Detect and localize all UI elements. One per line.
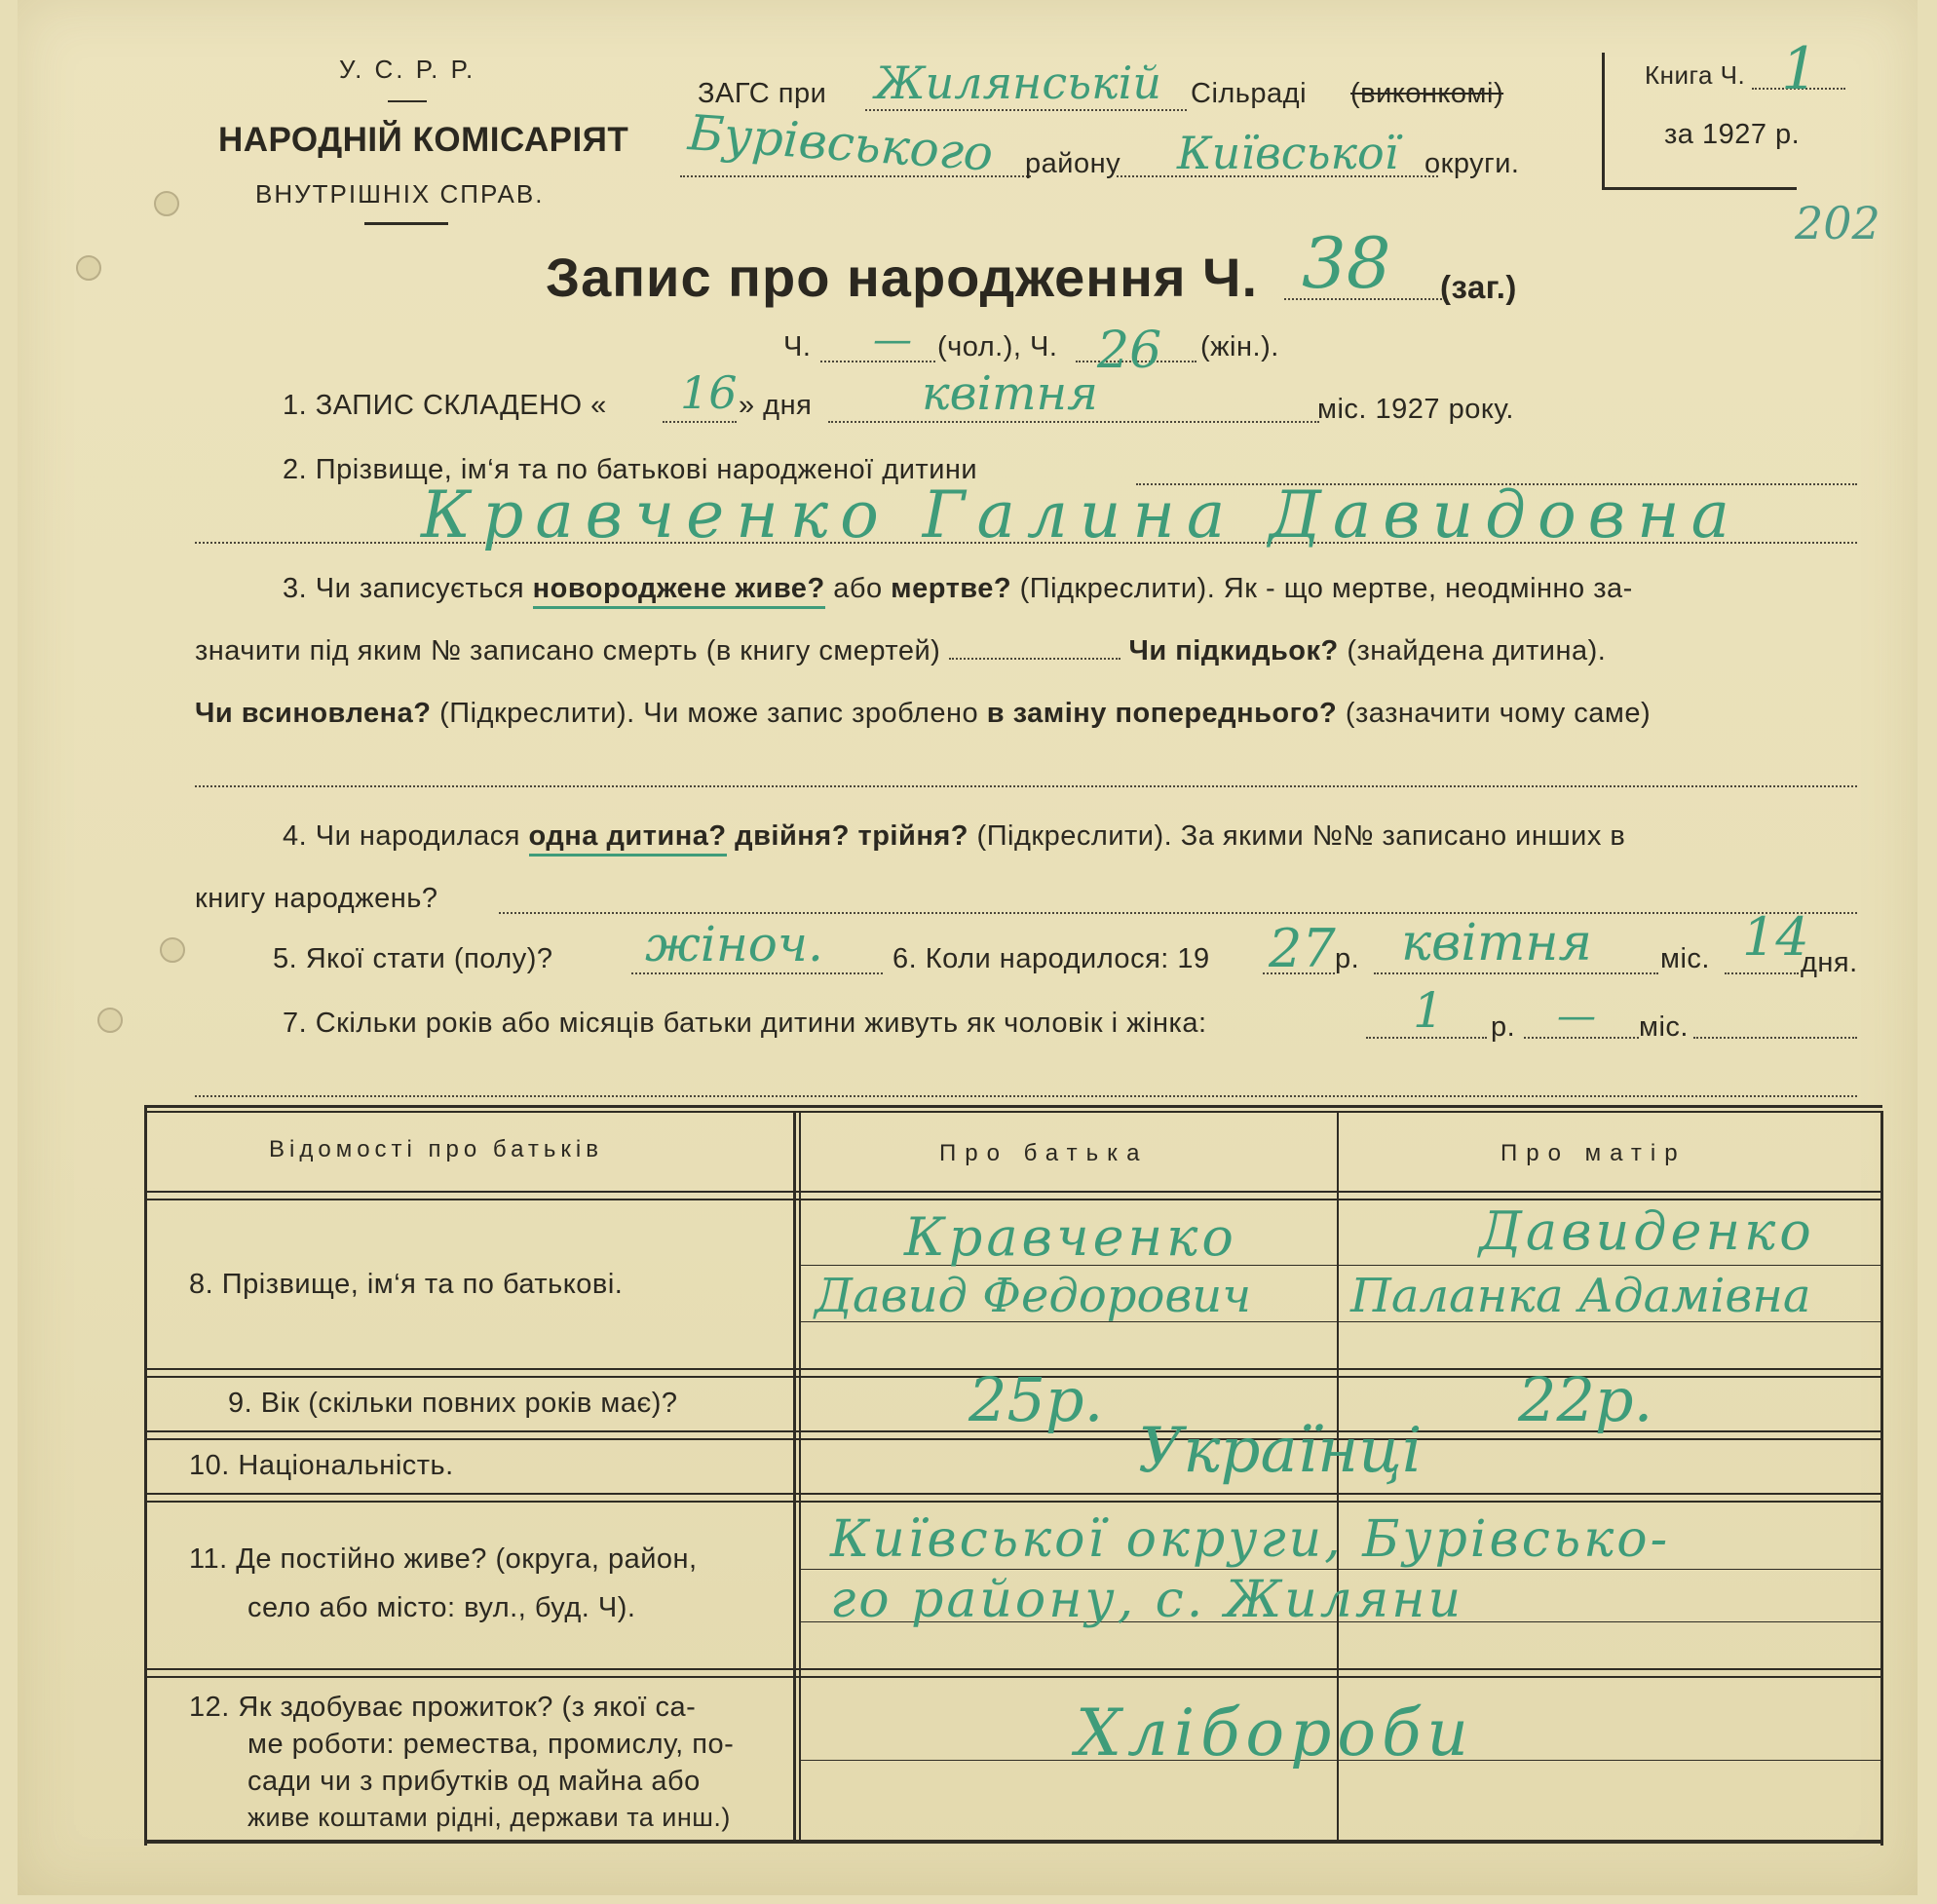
row11-label-1: 11. Де постійно живе? (округа, район, bbox=[189, 1543, 698, 1575]
record-number: 38 bbox=[1302, 222, 1391, 304]
punch-hole bbox=[160, 937, 185, 963]
q3-foundling-option: Чи підкидьок? bbox=[1128, 635, 1339, 666]
q1-day-line bbox=[663, 421, 737, 423]
book-box-left bbox=[1602, 53, 1605, 189]
q1-suffix: міс. 1927 року. bbox=[1317, 394, 1514, 425]
q1-mid: » дня bbox=[739, 390, 813, 421]
row-rule bbox=[144, 1676, 1882, 1678]
father-surname: Кравченко bbox=[904, 1206, 1237, 1268]
department-label: ВНУТРІШНІХ СПРАВ. bbox=[255, 179, 545, 209]
father-age: 25р. bbox=[968, 1364, 1104, 1435]
mother-age: 22р. bbox=[1518, 1364, 1653, 1435]
row-rule bbox=[144, 1438, 1882, 1440]
table-border-top bbox=[144, 1105, 1882, 1108]
district: Бурівського bbox=[686, 104, 996, 182]
q1-month-line bbox=[828, 421, 1319, 423]
q3-text: (Підкреслити). Чи може запис зроблено bbox=[439, 698, 979, 729]
punch-hole bbox=[76, 255, 101, 281]
residence-2: го району, с. Жиляни bbox=[830, 1571, 1464, 1629]
col-header-info: Відомості про батьків bbox=[269, 1136, 603, 1162]
q3-text: (Підкреслити). Як - що мертве, неодмінно за- bbox=[1019, 573, 1633, 604]
q3-line1 bbox=[283, 573, 1633, 605]
q1-day: 16 bbox=[680, 366, 738, 419]
q3-line3 bbox=[195, 698, 1651, 730]
q4-text: (Підкреслити). За якими №№ записано инших в bbox=[976, 820, 1626, 852]
q3-replacement-option: в заміну попереднього? bbox=[986, 698, 1338, 729]
table-border-top-2 bbox=[144, 1111, 1882, 1113]
zags-crossed: (виконкомі) bbox=[1350, 78, 1504, 109]
male-label: (чол.), Ч. bbox=[937, 331, 1058, 362]
book-number: 1 bbox=[1781, 35, 1819, 103]
q4-single-option: одна дитина? bbox=[529, 820, 727, 857]
book-year: за 1927 р. bbox=[1664, 119, 1801, 150]
q3-dead-option: мертве? bbox=[891, 573, 1012, 604]
record-suffix: (заг.) bbox=[1440, 269, 1517, 305]
q4-text: 4. Чи народилася bbox=[283, 820, 520, 852]
q7-years: 1 bbox=[1413, 982, 1444, 1039]
q3-text: (зазначити чому саме) bbox=[1345, 698, 1652, 729]
row11-subline bbox=[801, 1569, 1880, 1570]
record-title: Запис про народження Ч. bbox=[546, 247, 1259, 308]
table-header-rule bbox=[144, 1191, 1882, 1193]
q3-death-number-line bbox=[949, 658, 1120, 660]
q6-label: 6. Коли народилося: 19 bbox=[893, 943, 1210, 974]
q4-answer-line bbox=[499, 912, 1857, 914]
okrug-label: округи. bbox=[1424, 148, 1520, 179]
row8-label: 8. Прізвище, ім‘я та по батькові. bbox=[189, 1269, 624, 1300]
mother-name: Паланка Адамівна bbox=[1350, 1269, 1811, 1323]
q3-text: (знайдена дитина). bbox=[1347, 635, 1607, 666]
row12-label-1: 12. Як здобуває прожиток? (з якої са- bbox=[189, 1692, 697, 1723]
zags-village: Жилянській bbox=[875, 57, 1161, 109]
q3-adopted-option: Чи всиновлена? bbox=[195, 698, 432, 729]
q7-label: 7. Скільки років або місяців батьки дитини живуть як чоловік і жінка: bbox=[283, 1008, 1207, 1039]
q4-twins-option: двійня? bbox=[735, 820, 850, 852]
col-header-mother: Про матір bbox=[1500, 1140, 1687, 1166]
header-divider bbox=[364, 222, 448, 225]
q4-line2: книгу народжень? bbox=[195, 883, 438, 914]
q7-line-2 bbox=[195, 1095, 1857, 1097]
q3-text: 3. Чи записується bbox=[283, 573, 525, 604]
table-border-bottom bbox=[144, 1840, 1882, 1844]
q5-label: 5. Якої стати (полу)? bbox=[273, 943, 553, 974]
q4-line1 bbox=[283, 820, 1625, 853]
row12-label-4: живе коштами рідні, держави та инш.) bbox=[247, 1803, 731, 1832]
q6-year: 27 bbox=[1269, 918, 1336, 979]
q3-line2 bbox=[195, 635, 1606, 667]
q1-prefix: 1. ЗАПИС СКЛАДЕНО « bbox=[283, 390, 607, 421]
male-count: — bbox=[873, 318, 912, 362]
residence-1: Київської округи, Бурівсько- bbox=[830, 1510, 1671, 1569]
q6-mis-label: міс. bbox=[1660, 943, 1710, 974]
q3-line-4 bbox=[195, 785, 1857, 787]
q7-r-label: р. bbox=[1491, 1011, 1516, 1043]
q6-day-line bbox=[1725, 972, 1799, 974]
q6-r-label: р. bbox=[1335, 943, 1360, 974]
female-count: 26 bbox=[1097, 322, 1162, 380]
q6-month: квітня bbox=[1401, 914, 1592, 972]
q6-day: 14 bbox=[1742, 906, 1809, 968]
q6-day-label: дня. bbox=[1801, 947, 1858, 978]
table-col-divider bbox=[799, 1111, 801, 1842]
q7-months: — bbox=[1557, 994, 1596, 1039]
row10-label: 10. Національність. bbox=[189, 1450, 454, 1481]
q3-text: або bbox=[833, 573, 883, 604]
q7-mis-label: міс. bbox=[1639, 1011, 1689, 1043]
birth-record-sheet bbox=[18, 0, 1918, 1895]
father-name: Давид Федорович bbox=[815, 1269, 1252, 1323]
q2-label: 2. Прізвище, ім‘я та по батькові народженої дитини bbox=[283, 454, 978, 485]
table-border-left bbox=[144, 1105, 147, 1846]
q3-live-option: новороджене живе? bbox=[533, 573, 825, 609]
col-header-father: Про батька bbox=[939, 1140, 1149, 1166]
punch-hole bbox=[97, 1008, 123, 1033]
q5-sex: жіноч. bbox=[645, 916, 823, 972]
book-label: Книга Ч. bbox=[1645, 60, 1746, 90]
republic-label: У. С. Р. Р. bbox=[339, 55, 476, 84]
table-border-right bbox=[1880, 1111, 1883, 1846]
commissariat-label: НАРОДНІЙ КОМІСАРІЯТ bbox=[218, 121, 629, 159]
q3-text: значити під яким № записано смерть (в книгу смертей) bbox=[195, 635, 941, 666]
child-name: Кравченко Галина Давидовна bbox=[421, 477, 1741, 552]
q4-triplets-option: трійня? bbox=[857, 820, 968, 852]
row-rule bbox=[144, 1668, 1882, 1670]
row12-label-3: сади чи з прибутків од майна або bbox=[247, 1766, 701, 1797]
zags-council: Сільраді bbox=[1191, 78, 1308, 109]
q1-month: квітня bbox=[922, 366, 1098, 421]
q7-line-end bbox=[1693, 1037, 1857, 1039]
header-divider bbox=[388, 100, 427, 102]
row-rule bbox=[144, 1501, 1882, 1503]
table-col-divider bbox=[793, 1111, 796, 1842]
row11-label-2: село або місто: вул., буд. Ч). bbox=[247, 1592, 636, 1623]
district-label: району bbox=[1025, 148, 1121, 179]
row-rule bbox=[144, 1493, 1882, 1495]
q6-month-line bbox=[1374, 972, 1658, 974]
female-label: (жін.). bbox=[1200, 331, 1279, 362]
row12-label-2: ме роботи: ремества, промислу, по- bbox=[247, 1729, 735, 1760]
nationality: Українці bbox=[1138, 1415, 1423, 1487]
book-box-bottom bbox=[1602, 187, 1797, 190]
okrug: Київської bbox=[1177, 127, 1399, 179]
zags-prefix: ЗАГС при bbox=[698, 78, 827, 109]
mother-surname: Давиденко bbox=[1479, 1200, 1815, 1262]
row9-label: 9. Вік (скільки повних років має)? bbox=[228, 1388, 678, 1419]
ch-label: Ч. bbox=[783, 331, 812, 362]
q5-sex-line bbox=[631, 972, 883, 974]
zags-village-line bbox=[865, 109, 1187, 111]
punch-hole bbox=[154, 191, 179, 216]
book-stamp: 202 bbox=[1795, 197, 1880, 249]
occupation: Хлібороби bbox=[1076, 1695, 1474, 1771]
